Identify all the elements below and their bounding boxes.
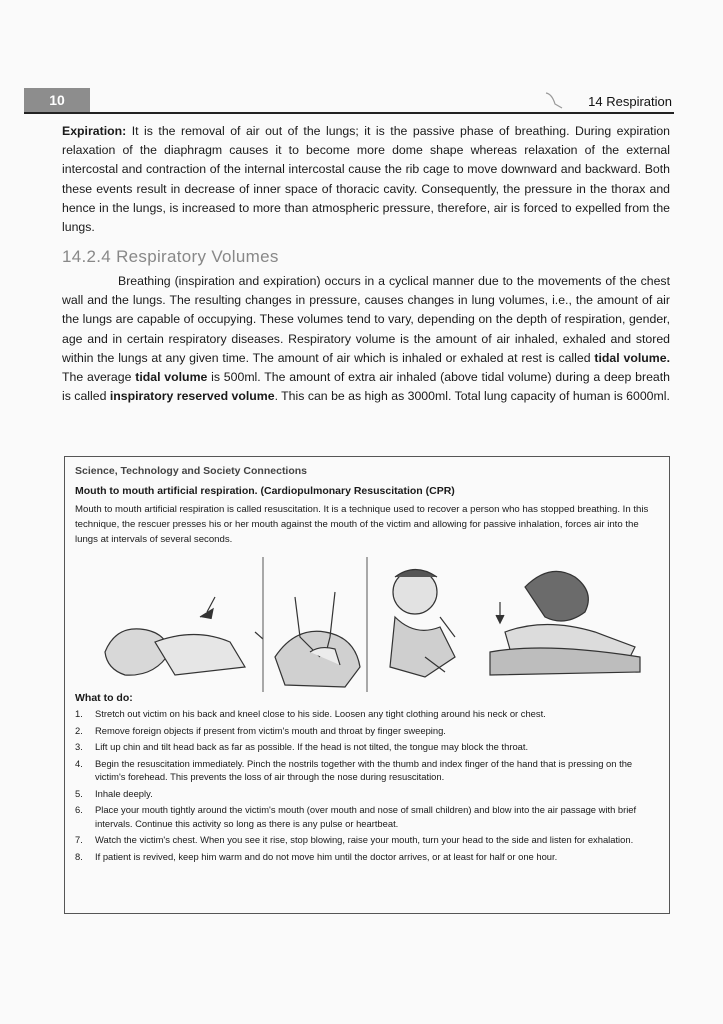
expiration-text: It is the removal of air out of the lungs; it is the passive phase of breathing. During expiration relaxation of the diaphragm causes it to become more dome shape whereas relaxation of the external intercostal and contraction of the internal intercostal cause the rib cage to move downward and backward. Both these events result in decrease of inner space of thoracic cavity. Consequently, the pressure in the thorax and hence in the lungs, is increased to more than atmospheric pressure, therefore, air is forced to expelled from the lungs. [62,124,670,235]
cpr-info-box [64,456,670,914]
illustration-1 [105,597,263,675]
volumes-text-1: Breathing (inspiration and expiration) occurs in a cyclical manner due to the movements of the chest wall and the lungs. The resulting changes in pressure, causes changes in lung volumes, i.e., the amount of air the lungs are capable of occupying. These volumes tend to vary, depending on the depth of respiration, gender, age and in certain respiratory diseases. Respiratory volume is the amount of air inhaled, exhaled and stored within the lungs at any given time. The amount of air which is inhaled or exhaled at rest is called [62,274,670,365]
box-description: Mouth to mouth artificial respiration is called resuscitation. It is a technique used to recover a person who has stopped breathing. In this technique, the rescuer presses his or her mouth against the mouth of the victim and allowing for passive inhalation, forces air into the lungs at intervals of several seconds. [75,504,649,545]
list-item: 4. Begin the resuscitation immediately. Pinch the nostrils together with the thumb and index finger of the hand that is pressing on the victim's forehead. This prevents the loss of air through the nose during resuscitation. [75,757,633,782]
leaf-icon [544,90,564,110]
expiration-paragraph [62,122,670,237]
page-number: 10 [24,88,90,112]
expiration-term: Expiration: [62,124,127,138]
section-heading: 14.2.4 Respiratory Volumes [62,247,279,266]
volumes-text-4: . This can be as high as 3000ml. Total lung capacity of human is 6000ml. [274,389,670,404]
box-title: Mouth to mouth artificial respiration. (Cardiopulmonary Resuscitation (CPR) [75,485,455,497]
list-item: 2. Remove foreign objects if present from victim's mouth and throat by finger sweeping. [75,724,446,736]
list-item: 6. Place your mouth tightly around the victim's mouth (over mouth and nose of small children) and blow into the air passage with brief intervals. Continue this activity so long as there is any pulse or heartbeat. [75,804,637,829]
box-category: Science, Technology and Society Connections [75,465,308,477]
volumes-paragraph [62,272,670,406]
cpr-illustrations [95,557,655,692]
volumes-text-3: is 500ml. The amount of extra air inhaled (above tidal volume) during a deep breath is called [62,370,671,404]
todo-title: What to do: [75,692,133,704]
list-item: 5. Inhale deeply. [75,787,153,799]
chapter-title: 14 Respiration [588,94,672,109]
page-header [24,88,674,114]
volumes-text-2: The average [62,370,136,385]
list-item: 8. If patient is revived, keep him warm and do not move him until the doctor arrives, or at least for half or one hour. [75,850,558,862]
steps-list [75,707,661,866]
list-item: 7. Watch the victim's chest. When you see it rise, stop blowing, raise your mouth, turn your head to the side and listen for exhalation. [75,834,634,845]
list-item: 3. Lift up chin and tilt head back as far as possible. If the head is not tilted, the tongue may block the throat. [75,741,529,752]
illustration-4 [490,571,640,675]
illustration-2 [275,592,360,687]
term-inspiratory-reserved-volume: inspiratory reserved volume [109,389,275,404]
term-tidal-volume: tidal volume. [594,350,670,365]
list-item: 1. Stretch out victim on his back and kneel close to his side. Loosen any tight clothing around his neck or chest. [75,708,546,719]
term-tidal-volume-2: tidal volume [135,370,208,385]
illustration-3 [390,570,455,678]
header-rule [24,112,674,114]
